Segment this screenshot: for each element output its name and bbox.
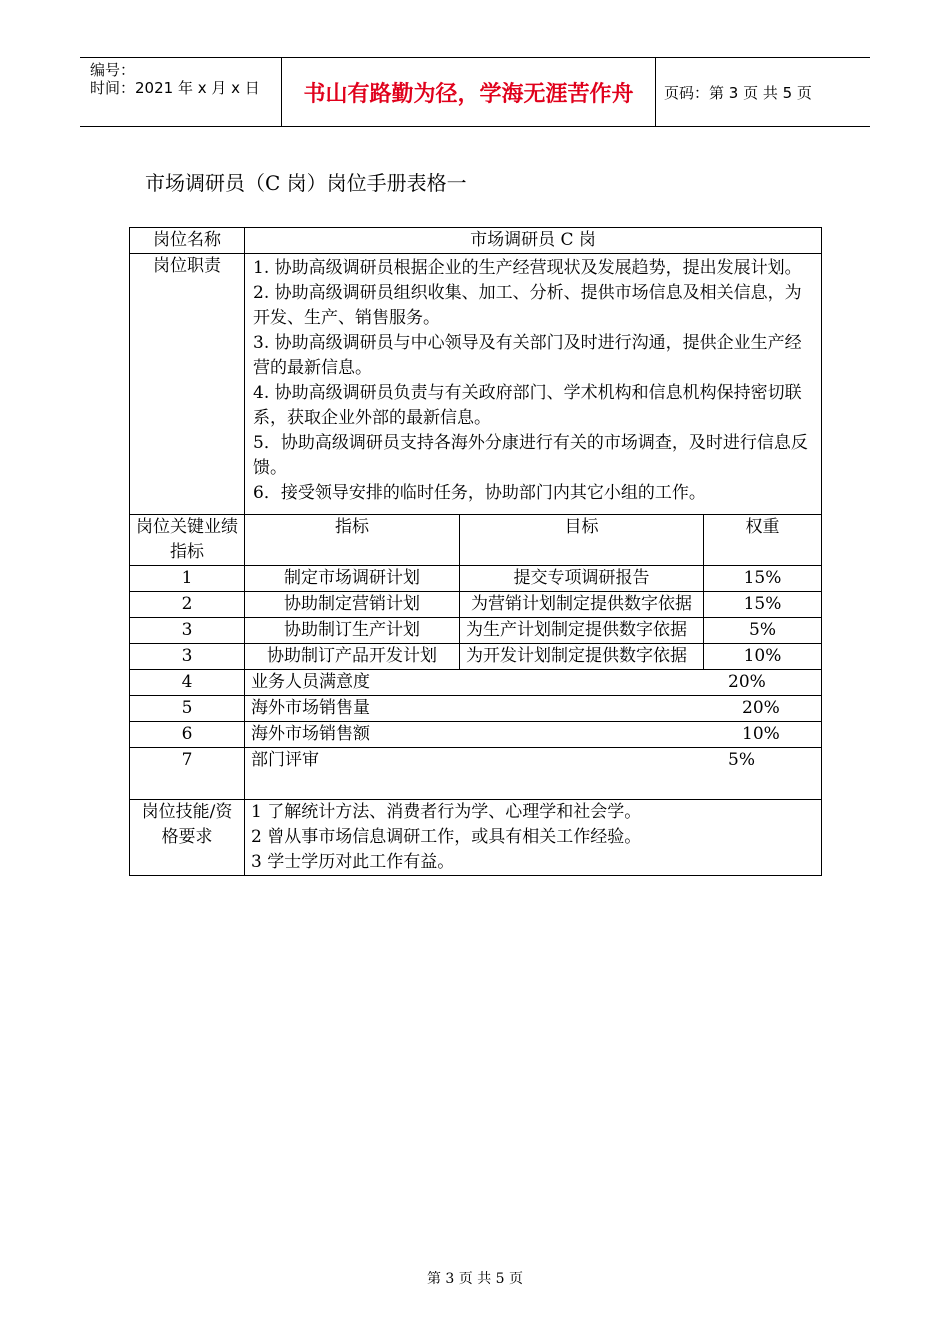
- kpi-text: 部门评审: [251, 750, 319, 770]
- duty-item: 3. 协助高级调研员与中心领导及有关部门及时进行沟通，提供企业生产经营的最新信息。: [253, 333, 802, 378]
- kpi-text: 业务人员满意度: [251, 672, 370, 692]
- kpi-weight: 5%: [704, 618, 822, 644]
- kpi-indicator-header: 指标: [245, 515, 460, 566]
- kpi-text: 海外市场销售额: [251, 724, 370, 744]
- skills-list: [245, 800, 822, 876]
- time-label: 时间：2021 年 x 月 x 日: [90, 79, 260, 97]
- duty-item: 6．接受领导安排的临时任务，协助部门内其它小组的工作。: [253, 483, 706, 503]
- kpi-target: 为生产计划制定提供数字依据: [460, 618, 704, 644]
- page-header: [80, 57, 870, 127]
- row-skills: [130, 800, 822, 876]
- kpi-text-cell: [245, 696, 822, 722]
- kpi-indicator: 制定市场调研计划: [245, 566, 460, 592]
- kpi-target-header: 目标: [460, 515, 704, 566]
- duty-item: 4. 协助高级调研员负责与有关政府部门、学术机构和信息机构保持密切联系，获取企业外部的最新信息。: [253, 383, 802, 428]
- duties-list: [245, 254, 822, 515]
- duty-item: 2. 协助高级调研员组织收集、加工、分析、提供市场信息及相关信息，为开发、生产、销售服务。: [253, 283, 802, 328]
- kpi-weight: 5%: [728, 750, 755, 770]
- kpi-weight-header: 权重: [704, 515, 822, 566]
- kpi-indicator: 协助制定营销计划: [245, 592, 460, 618]
- page-footer: 第 3 页 共 5 页: [426, 1271, 524, 1287]
- kpi-text-cell: [245, 748, 822, 800]
- other-kpi-row: [130, 670, 822, 696]
- other-kpi-row: [130, 696, 822, 722]
- document-title: 市场调研员（C 岗）岗位手册表格一: [145, 171, 467, 195]
- kpi-text-cell: [245, 722, 822, 748]
- kpi-weight: 20%: [742, 698, 780, 718]
- kpi-target: 为开发计划制定提供数字依据: [460, 644, 704, 670]
- skill-item: 3 学士学历对此工作有益。: [251, 852, 455, 872]
- number-label: 编号：: [90, 61, 136, 79]
- header-left: [90, 61, 260, 97]
- other-kpi-row: [130, 722, 822, 748]
- skill-item: 1 了解统计方法、消费者行为学、心理学和社会学。: [251, 802, 642, 822]
- duties-label: 岗位职责: [130, 254, 245, 515]
- skills-label: 岗位技能/资格要求: [130, 800, 245, 876]
- duty-item: 1. 协助高级调研员根据企业的生产经营现状及发展趋势，提出发展计划。: [253, 258, 802, 278]
- kpi-row: [130, 618, 822, 644]
- kpi-row: [130, 566, 822, 592]
- kpi-no: 7: [130, 748, 245, 800]
- kpi-no: 4: [130, 670, 245, 696]
- kpi-weight: 15%: [704, 592, 822, 618]
- kpi-indicator: 协助制订产品开发计划: [245, 644, 460, 670]
- kpi-text-cell: [245, 670, 822, 696]
- kpi-target: 为营销计划制定提供数字依据: [460, 592, 704, 618]
- duty-item: 5．协助高级调研员支持各海外分康进行有关的市场调查，及时进行信息反馈。: [253, 433, 808, 478]
- kpi-no: 3: [130, 618, 245, 644]
- row-duties: [130, 254, 822, 515]
- kpi-no: 6: [130, 722, 245, 748]
- post-name-label: 岗位名称: [130, 228, 245, 254]
- kpi-target: 提交专项调研报告: [460, 566, 704, 592]
- kpi-text: 海外市场销售量: [251, 698, 370, 718]
- kpi-row: [130, 644, 822, 670]
- kpi-indicator: 协助制订生产计划: [245, 618, 460, 644]
- skill-item: 2 曾从事市场信息调研工作，或具有相关工作经验。: [251, 827, 642, 847]
- kpi-no: 1: [130, 566, 245, 592]
- page-info: 页码：第 3 页 共 5 页: [664, 83, 812, 102]
- kpi-weight: 20%: [728, 672, 766, 692]
- post-manual-table: [129, 227, 822, 876]
- kpi-no: 3: [130, 644, 245, 670]
- kpi-no: 5: [130, 696, 245, 722]
- kpi-weight: 10%: [742, 724, 780, 744]
- post-name-value: 市场调研员 C 岗: [245, 228, 822, 254]
- other-kpi-row: [130, 748, 822, 800]
- kpi-row: [130, 592, 822, 618]
- kpi-header-row: [130, 515, 822, 566]
- row-post-name: [130, 228, 822, 254]
- kpi-label: 岗位关键业绩指标: [130, 515, 245, 566]
- kpi-no: 2: [130, 592, 245, 618]
- kpi-weight: 15%: [704, 566, 822, 592]
- motto: 书山有路勤为径，学海无涯苦作舟: [281, 58, 656, 126]
- kpi-weight: 10%: [704, 644, 822, 670]
